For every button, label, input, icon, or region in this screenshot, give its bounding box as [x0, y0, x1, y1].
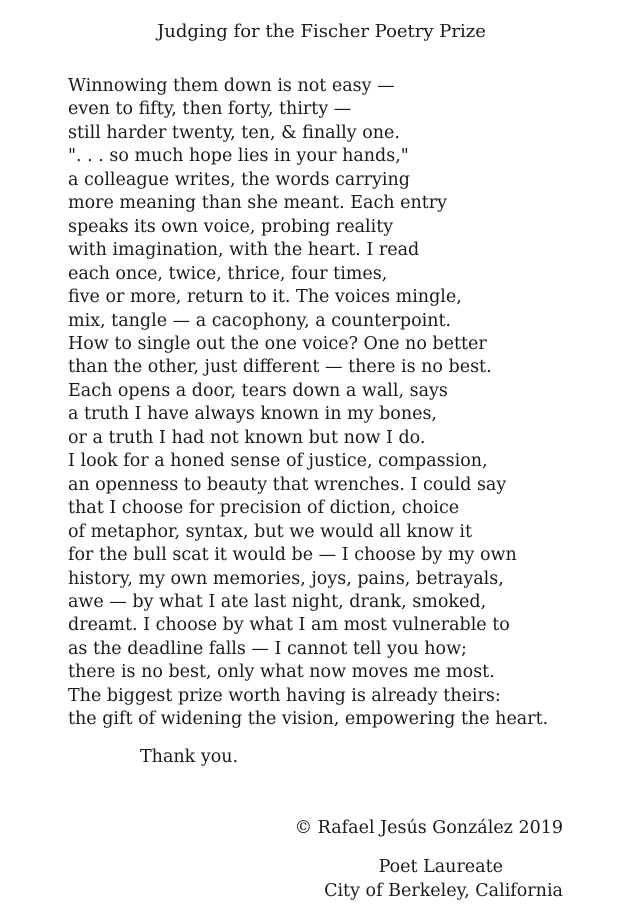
poem-line: a colleague writes, the words carrying: [68, 169, 410, 190]
poem-line: even to fifty, then forty, thirty —: [68, 99, 352, 120]
poem-line: ". . . so much hope lies in your hands,": [68, 146, 409, 167]
poem-body: [68, 75, 548, 732]
poem-line: The biggest prize worth having is already theirs:: [68, 685, 501, 706]
poem-line: for the bull scat it would be — I choose by my own: [68, 545, 517, 566]
poem-line: mix, tangle — a cacophony, a counterpoint.: [68, 310, 452, 331]
poem-line: five or more, return to it. The voices mingle,: [68, 287, 462, 308]
poem-line: with imagination, with the heart. I read: [68, 240, 420, 261]
poem-line: Winnowing them down is not easy —: [68, 76, 395, 96]
poem-line: history, my own memories, joys, pains, betrayals,: [68, 568, 504, 589]
poem-line: dreamt. I choose by what I am most vulnerable to: [68, 615, 510, 636]
poem-line: How to single out the one voice? One no better: [68, 333, 487, 354]
thank-you-line: Thank you.: [140, 747, 239, 767]
poem-line: the gift of widening the vision, empowering the heart.: [68, 709, 549, 730]
poem-line: Each opens a door, tears down a wall, says: [68, 380, 448, 401]
laureate-title: Poet Laureate: [378, 857, 503, 877]
poem-line: each once, twice, thrice, four times,: [68, 263, 388, 284]
poem-line: there is no best, only what now moves me most.: [68, 662, 495, 683]
poem-line: an openness to beauty that wrenches. I could say: [68, 474, 507, 495]
poem-title: Judging for the Fischer Poetry Prize: [157, 21, 486, 42]
poem-line: a truth I have always known in my bones,: [68, 404, 437, 425]
laureate-city: City of Berkeley, California: [324, 881, 563, 901]
poem-line: more meaning than she meant. Each entry: [68, 193, 448, 214]
poem-line: than the other, just different — there is no best.: [68, 357, 492, 378]
poem-line: that I choose for precision of diction, choice: [68, 498, 460, 519]
poem-line: or a truth I had not known but now I do.: [68, 427, 426, 448]
poem-line: speaks its own voice, probing reality: [68, 216, 394, 237]
poem-line: I look for a honed sense of justice, compassion,: [68, 451, 488, 472]
poem-line: of metaphor, syntax, but we would all know it: [68, 521, 473, 542]
copyright-line: © Rafael Jesús González 2019: [294, 818, 563, 838]
poem-line: still harder twenty, ten, & finally one.: [68, 122, 400, 143]
poem-line: as the deadline falls — I cannot tell you how;: [68, 638, 467, 659]
poem-line: awe — by what I ate last night, drank, smoked,: [68, 591, 487, 612]
